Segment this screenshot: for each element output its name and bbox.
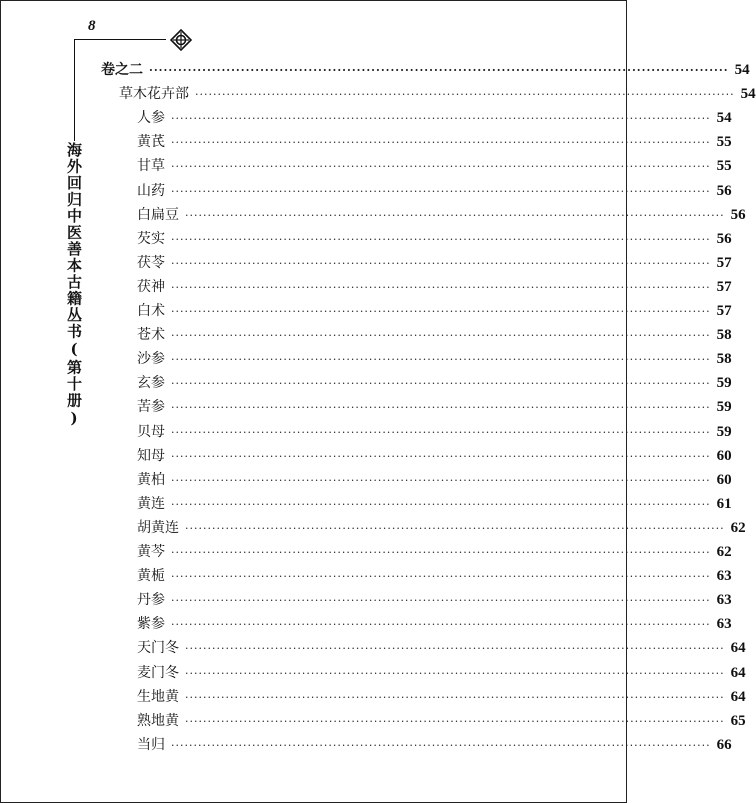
toc-entry [137,420,732,444]
toc-leader-dots: ························································································································ [171,353,711,366]
ornament-icon [170,29,192,51]
toc-leader-dots: ························································································································ [185,209,725,222]
toc-leader-dots: ························································································································ [185,667,725,680]
toc-entry-page: 59 [716,375,732,391]
toc-entry-page: 55 [716,158,732,174]
toc-entry-page: 65 [730,713,746,729]
toc-entry-title: 茯神 [137,279,165,295]
toc-entry [137,179,732,203]
toc-entry-title: 人参 [137,110,165,126]
toc-entry-page: 54 [740,86,756,102]
toc-entry [137,636,746,660]
toc-entry-page: 56 [716,183,732,199]
toc-entry-page: 54 [716,110,732,126]
toc-entry-page: 64 [730,640,746,656]
toc-entry-page: 64 [730,689,746,705]
toc-entry [137,709,746,733]
toc-entry-page: 63 [716,568,732,584]
toc-leader-dots: ························································································································ [171,377,711,390]
toc-entry-page: 63 [716,592,732,608]
toc-entry-page: 54 [734,62,750,78]
toc-entry-page: 58 [716,351,732,367]
toc-entry [137,564,732,588]
toc-entry [137,203,746,227]
toc-entry-page: 66 [716,737,732,753]
toc-leader-dots: ························································································································ [171,185,711,198]
toc-entry-title: 紫参 [137,616,165,632]
toc-entry [137,251,732,275]
toc-entry-title: 玄参 [137,375,165,391]
toc-entry-title: 草木花卉部 [119,86,189,102]
toc-leader-dots: ························································································································ [171,233,711,246]
toc-leader-dots: ························································································································ [171,112,711,125]
toc-leader-dots: ························································································································ [185,522,725,535]
toc-entry-page: 62 [730,520,746,536]
toc-entry-title: 沙参 [137,351,165,367]
toc-leader-dots: ························································································································ [171,329,711,342]
toc-entry-title: 苍术 [137,327,165,343]
toc-leader-dots: ························································································································ [171,257,711,270]
toc-entry-page: 59 [716,424,732,440]
toc-entry [137,468,732,492]
series-title: 海外回归中医善本古籍丛书(第十册) [65,142,83,429]
toc-entry [137,588,732,612]
toc-entry-page: 59 [716,399,732,415]
toc-entry-title: 天门冬 [137,640,179,656]
toc-leader-dots: ························································································································ [149,64,729,77]
toc-leader-dots: ························································································································ [171,136,711,149]
toc-entry-page: 62 [716,544,732,560]
toc-entry-page: 58 [716,327,732,343]
toc-entry [137,371,732,395]
toc-entry-title: 当归 [137,737,165,753]
toc-entry-page: 61 [716,496,732,512]
toc-entry-title: 生地黄 [137,689,179,705]
toc-leader-dots: ························································································································ [171,570,711,583]
toc-leader-dots: ························································································································ [171,546,711,559]
toc-entry [137,492,732,516]
toc-entry-title: 贝母 [137,424,165,440]
toc-entry [137,661,746,685]
toc-entry-page: 60 [716,472,732,488]
toc-entry [137,154,732,178]
toc-leader-dots: ························································································································ [171,450,711,463]
toc-entry-title: 芡实 [137,231,165,247]
toc-leader-dots: ························································································································ [171,160,711,173]
toc-entry-title: 山药 [137,183,165,199]
toc-leader-dots: ························································································································ [171,474,711,487]
toc-leader-dots: ························································································································ [195,88,735,101]
toc-entry [137,685,746,709]
toc-leader-dots: ························································································································ [185,691,725,704]
toc-entry-title: 茯苓 [137,255,165,271]
header-rule [74,39,166,40]
toc-leader-dots: ························································································································ [171,594,711,607]
toc-leader-dots: ························································································································ [185,642,725,655]
toc-entry [137,516,746,540]
toc-entry-title: 黄芩 [137,544,165,560]
toc-entry-title: 知母 [137,448,165,464]
toc-entry [137,275,732,299]
toc-entry-title: 白扁豆 [137,207,179,223]
toc-entry-page: 57 [716,303,732,319]
toc-entry [137,540,732,564]
toc-leader-dots: ························································································································ [171,618,711,631]
toc-entry-title: 丹参 [137,592,165,608]
toc-entry-page: 56 [730,207,746,223]
toc-entry [137,444,732,468]
toc-entry [137,130,732,154]
toc-leader-dots: ························································································································ [171,739,711,752]
toc-entry-title: 麦门冬 [137,665,179,681]
toc-entry [137,395,732,419]
toc-entry [137,299,732,323]
toc-leader-dots: ························································································································ [171,401,711,414]
toc-leader-dots: ························································································································ [171,305,711,318]
toc-entry-page: 55 [716,134,732,150]
toc-entry-title: 黄栀 [137,568,165,584]
toc-entry [137,612,732,636]
toc-entry-title: 胡黄连 [137,520,179,536]
toc-entry [101,58,750,82]
toc-entry [137,347,732,371]
toc-entry-page: 64 [730,665,746,681]
toc-entry [137,733,732,757]
toc-leader-dots: ························································································································ [185,715,725,728]
toc-entry-title: 甘草 [137,158,165,174]
toc-entry-title: 卷之二 [101,62,143,78]
toc-entry-title: 熟地黄 [137,713,179,729]
toc-entry [119,82,756,106]
page-number: 8 [88,18,96,34]
toc-entry-title: 黄芪 [137,134,165,150]
toc-entry [137,323,732,347]
toc-entry-title: 白术 [137,303,165,319]
toc-entry-page: 63 [716,616,732,632]
toc-leader-dots: ························································································································ [171,426,711,439]
toc-entry [137,227,732,251]
toc-leader-dots: ························································································································ [171,281,711,294]
toc-entry-page: 56 [716,231,732,247]
toc-entry-title: 黄柏 [137,472,165,488]
toc-entry [137,106,732,130]
toc-entry-page: 57 [716,279,732,295]
toc-entry-page: 57 [716,255,732,271]
toc-entry-page: 60 [716,448,732,464]
side-rule [74,39,75,141]
toc-entry-title: 苦参 [137,399,165,415]
toc-leader-dots: ························································································································ [171,498,711,511]
toc-entry-title: 黄连 [137,496,165,512]
